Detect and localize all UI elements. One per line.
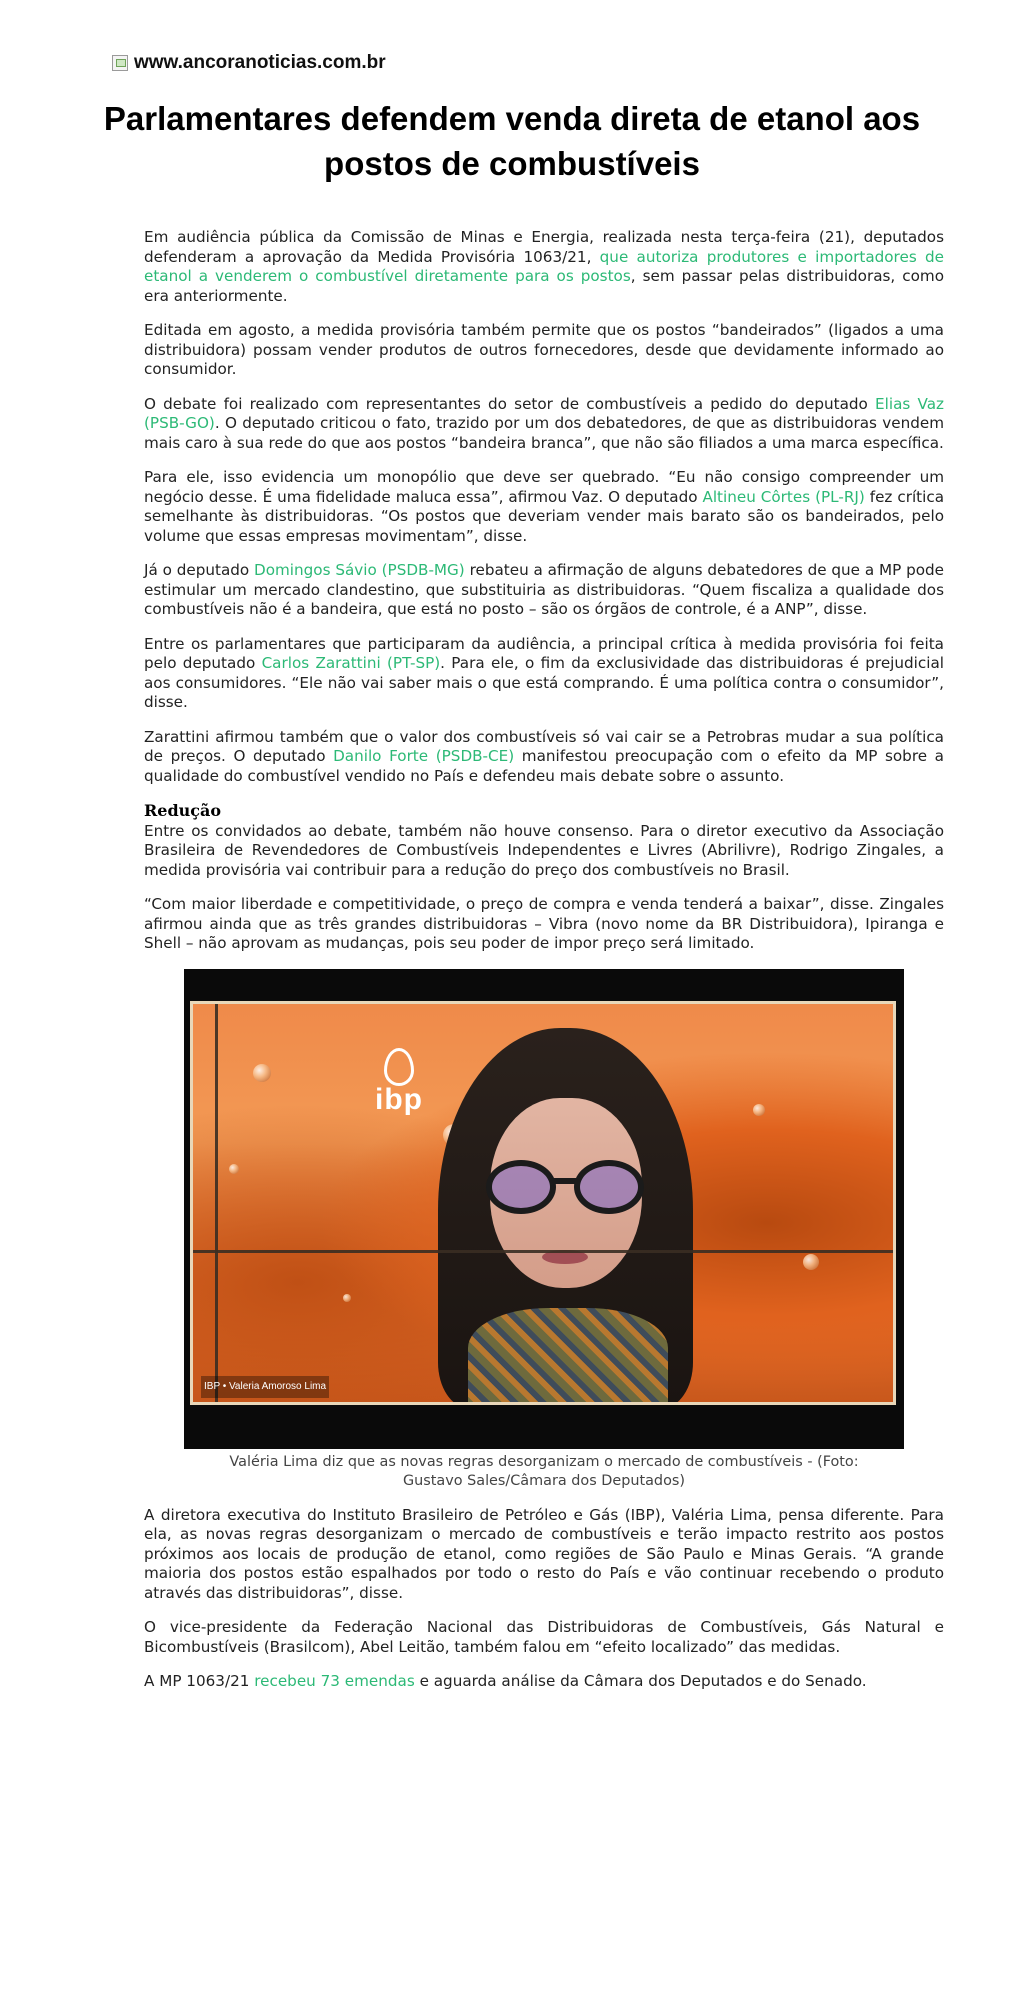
drop-icon	[384, 1048, 414, 1086]
ibp-logo: ibp	[375, 1048, 423, 1110]
link-altineu-cortes[interactable]: Altineu Côrtes (PL-RJ)	[702, 487, 865, 506]
paragraph-6: Entre os parlamentares que participaram da audiência, a principal crítica à medida provisória foi feita pelo deputado Carlos Zarattini (PT-SP). Para ele, o fim da exclusividade das distribuidoras é prejudicial aos consumidores. “Ele não vai saber mais o que está comprando. É uma política contra o consumidor”, disse.	[144, 634, 944, 711]
paragraph-8: Redução Entre os convidados ao debate, também não houve consenso. Para o diretor executivo da Associação Brasileira de Revendedores de Combustíveis Independentes e Livres (Abrilivre), Rodrigo Zingales, a medida provisória vai contribuir para a redução do preço dos combustíveis no Brasil.	[144, 801, 944, 879]
paragraph-4: Para ele, isso evidencia um monopólio que deve ser quebrado. “Eu não consigo compreender um negócio desse. É uma fidelidade maluca essa”, afirmou Vaz. O deputado Altineu Côrtes (PL-RJ) fez crítica semelhante às distribuidoras. “Os postos que deveriam vender mais barato são os bandeirados, pelo volume que essas empresas movimentam”, disse.	[144, 468, 944, 545]
video-call-screen	[190, 1001, 896, 1405]
article-figure	[144, 969, 944, 1492]
broken-image-icon	[112, 55, 128, 71]
section-subhead: Redução	[144, 801, 222, 820]
participant-name-tag: IBP • Valeria Amoroso Lima	[201, 1376, 329, 1398]
bubble-decoration	[253, 1064, 271, 1082]
paragraph-9: “Com maior liberdade e competitividade, o preço de compra e venda tenderá a baixar”, disse. Zingales afirmou ainda que as três grandes distribuidoras – Vibra (novo nome da BR Distribuidora), Ipiranga e Shell – não aprovam as mudanças, pois seu poder de impor preço será limitado.	[144, 895, 944, 952]
link-mp-etanol[interactable]: que autoriza produtores e importadores de etanol a venderem o combustível diretamente para os postos	[144, 247, 944, 285]
paragraph-11: O vice-presidente da Federação Nacional das Distribuidoras de Combustíveis, Gás Natural e Bicombustíveis (Brasilcom), Abel Leitão, também falou em “efeito localizado” das medidas.	[144, 1618, 944, 1656]
paragraph-7: Zarattini afirmou também que o valor dos combustíveis só vai cair se a Petrobras mudar a sua política de preços. O deputado Danilo Forte (PSDB-CE) manifestou preocupação com o efeito da MP sobre a qualidade do combustível vendido no País e defendeu mais debate sobre o assunto.	[144, 727, 944, 785]
site-header[interactable]	[112, 52, 386, 74]
link-elias-vaz[interactable]: Elias Vaz (PSB-GO)	[144, 394, 944, 432]
link-emendas[interactable]: recebeu 73 emendas	[254, 1672, 415, 1690]
bubble-decoration	[229, 1164, 239, 1174]
link-danilo-forte[interactable]: Danilo Forte (PSDB-CE)	[333, 747, 515, 765]
paragraph-3: O debate foi realizado com representantes do setor de combustíveis a pedido do deputado Elias Vaz (PSB-GO). O deputado criticou o fato, trazido por um dos debatedores, de que as distribuidoras vendem mais caro à sua rede do que aos postos “bandeira branca”, que não são filiados a uma marca específica.	[144, 394, 944, 452]
link-carlos-zarattini[interactable]: Carlos Zarattini (PT-SP)	[261, 654, 441, 672]
bubble-decoration	[343, 1294, 351, 1302]
paragraph-10: A diretora executiva do Instituto Brasileiro de Petróleo e Gás (IBP), Valéria Lima, pensa diferente. Para ela, as novas regras desorganizam o mercado de combustíveis e terão impacto restrito aos postos próximos aos locais de produção de etanol, como regiões de São Paulo e Minas Gerais. “A grande maioria dos postos estão espalhados por todo o resto do País e vão continuar recebendo o produto através das distribuidoras”, disse.	[144, 1505, 944, 1602]
article-title: Parlamentares defendem venda direta de etanol aos postos de combustíveis	[103, 100, 921, 182]
paragraph-5: Já o deputado Domingos Sávio (PSDB-MG) rebateu a afirmação de alguns debatedores de que a MP pode estimular um mercado clandestino, que substituiria as distribuidoras. “Quem fiscaliza a qualidade dos combustíveis não é a bandeira, que está no posto – são os órgãos de controle, é a ANP”, disse.	[144, 561, 944, 618]
photo-caption: Valéria Lima diz que as novas regras desorganizam o mercado de combustíveis - (Foto: Gustavo Sales/Câmara dos Deputados)	[229, 1453, 859, 1489]
site-domain[interactable]: www.ancoranoticias.com.br	[134, 52, 386, 73]
paragraph-2: Editada em agosto, a medida provisória também permite que os postos “bandeirados” (ligados a uma distribuidora) possam vender produtos de outros fornecedores, desde que devidamente informado ao consumidor.	[144, 321, 944, 378]
article-body	[144, 228, 944, 1707]
paragraph-1: Em audiência pública da Comissão de Minas e Energia, realizada nesta terça-feira (21), deputados defenderam a aprovação da Medida Provisória 1063/21, que autoriza produtores e importadores de etanol a venderem o combustível diretamente para os postos, sem passar pelas distribuidoras, como era anteriormente.	[144, 228, 944, 305]
article-photo	[184, 969, 904, 1449]
bubble-decoration	[753, 1104, 765, 1116]
link-domingos-savio[interactable]: Domingos Sávio (PSDB-MG)	[254, 561, 465, 579]
bubble-decoration	[803, 1254, 819, 1270]
speaker-figure	[438, 1028, 693, 1405]
paragraph-12: A MP 1063/21 recebeu 73 emendas e aguarda análise da Câmara dos Deputados e do Senado.	[144, 1672, 867, 1690]
